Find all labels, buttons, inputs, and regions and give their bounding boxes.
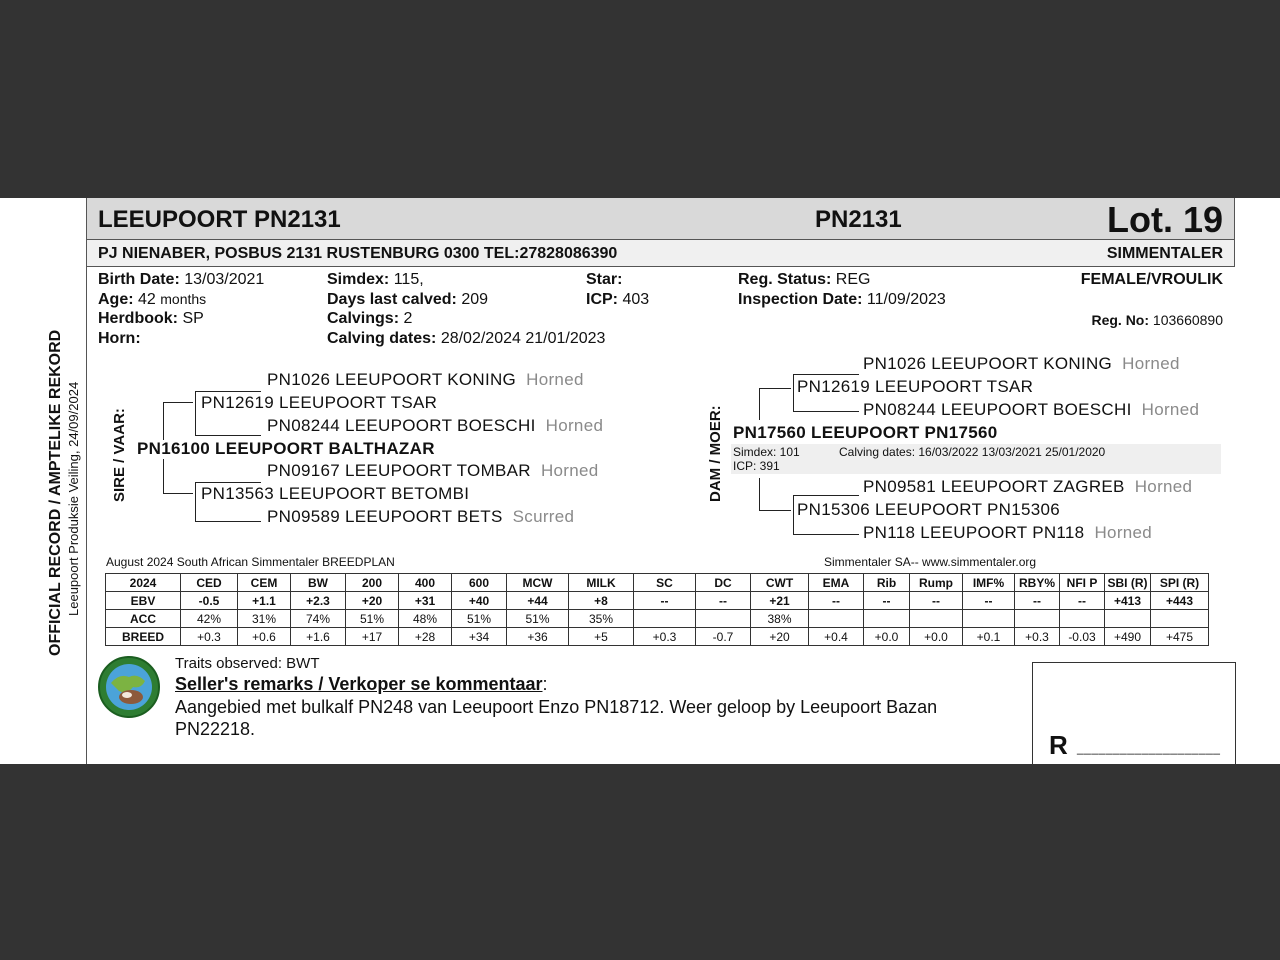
acc-row bbox=[106, 610, 1209, 628]
ebv-value-cell: +44 bbox=[507, 592, 569, 610]
breed-avg-cell: +490 bbox=[1105, 628, 1151, 646]
acc-value-cell bbox=[1105, 610, 1151, 628]
ebv-header-cell: Rib bbox=[864, 574, 910, 592]
acc-value-cell bbox=[1151, 610, 1209, 628]
dam-dam-dam: PN118 LEEUPOORT PN118 Horned bbox=[863, 523, 1153, 542]
ebv-header-cell: EMA bbox=[809, 574, 864, 592]
breed-avg-cell: +0.0 bbox=[910, 628, 963, 646]
acc-value-cell: 51% bbox=[507, 610, 569, 628]
price-currency: R bbox=[1049, 730, 1068, 760]
sire-dam-sire: PN09167 LEEUPOORT TOMBAR Horned bbox=[267, 461, 599, 480]
acc-value-cell: 74% bbox=[291, 610, 346, 628]
breed-avg-cell: -0.03 bbox=[1060, 628, 1105, 646]
acc-value-cell: 38% bbox=[751, 610, 809, 628]
sire-sire-sire: PN1026 LEEUPOORT KONING Horned bbox=[267, 370, 584, 389]
remarks-text-line2: PN22218. bbox=[175, 719, 256, 739]
acc-value-cell: 31% bbox=[238, 610, 291, 628]
sex: FEMALE/VROULIK bbox=[1080, 271, 1223, 288]
catalogue-page bbox=[0, 198, 1280, 764]
breed-avg-cell: +34 bbox=[452, 628, 507, 646]
dam-simdex: Simdex: 101 bbox=[733, 445, 800, 459]
dam-sire-dam: PN08244 LEEUPOORT BOESCHI Horned bbox=[863, 400, 1200, 419]
ebv-header-cell: CED bbox=[181, 574, 238, 592]
breed-avg-row bbox=[106, 628, 1209, 646]
sire-sire-dam: PN08244 LEEUPOORT BOESCHI Horned bbox=[267, 416, 604, 435]
dam-dam-sire: PN09581 LEEUPOORT ZAGREB Horned bbox=[863, 477, 1193, 496]
horn: Horn: bbox=[98, 330, 141, 347]
dam-calving-dates: Calving dates: 16/03/2022 13/03/2021 25/01/2020 bbox=[839, 445, 1106, 459]
ebv-header-cell: SBI (R) bbox=[1105, 574, 1151, 592]
ebv-header-cell: NFI P bbox=[1060, 574, 1105, 592]
official-record-label: OFFICIAL RECORD / AMPTELIKE REKORD bbox=[47, 329, 64, 656]
dam-label: DAM / MOER: bbox=[707, 405, 724, 502]
star: Star: bbox=[586, 271, 623, 288]
acc-row-label: ACC bbox=[106, 610, 181, 628]
ebv-value-cell: +8 bbox=[569, 592, 634, 610]
simmentaler-logo bbox=[97, 655, 161, 719]
dam-dam: PN15306 LEEUPOORT PN15306 bbox=[797, 500, 1060, 519]
breed-avg-cell: +475 bbox=[1151, 628, 1209, 646]
dam-sire: PN12619 LEEUPOORT TSAR bbox=[797, 377, 1034, 396]
ebv-value-cell: -- bbox=[696, 592, 751, 610]
lot-number: Lot. 19 bbox=[1106, 199, 1223, 240]
breed-avg-cell: +36 bbox=[507, 628, 569, 646]
sire-sire: PN12619 LEEUPOORT TSAR bbox=[201, 393, 438, 412]
calving-dates: Calving dates: 28/02/2024 21/01/2023 bbox=[327, 330, 606, 347]
acc-value-cell bbox=[1015, 610, 1060, 628]
remarks-text-line1: Aangebied met bulkalf PN248 van Leeupoort Enzo PN18712. Weer geloop by Leeupoort Bazan bbox=[175, 697, 938, 717]
reg-status: Reg. Status: REG bbox=[738, 271, 871, 288]
breed-avg-cell: +0.0 bbox=[864, 628, 910, 646]
lot-card bbox=[86, 198, 1235, 764]
breed-name: SIMMENTALER bbox=[1106, 245, 1223, 262]
acc-value-cell: 51% bbox=[452, 610, 507, 628]
breed-avg-cell: +0.3 bbox=[1015, 628, 1060, 646]
ebv-header-cell: Rump bbox=[910, 574, 963, 592]
inspection-date: Inspection Date: 11/09/2023 bbox=[738, 291, 946, 308]
ebv-header-cell: SPI (R) bbox=[1151, 574, 1209, 592]
acc-value-cell: 35% bbox=[569, 610, 634, 628]
headers-row-label: 2024 bbox=[106, 574, 181, 592]
acc-value-cell bbox=[864, 610, 910, 628]
sire-label: SIRE / VAAR: bbox=[111, 408, 128, 502]
ebv-value-cell: -- bbox=[910, 592, 963, 610]
ebv-value-cell: +443 bbox=[1151, 592, 1209, 610]
breed-avg-cell: +0.1 bbox=[963, 628, 1015, 646]
breed-avg-cell: +20 bbox=[751, 628, 809, 646]
breed-row-label: BREED bbox=[106, 628, 181, 646]
owner-details: PJ NIENABER, POSBUS 2131 RUSTENBURG 0300 TEL:27828086390 bbox=[98, 245, 618, 262]
dam-sire-sire: PN1026 LEEUPOORT KONING Horned bbox=[863, 354, 1180, 373]
breed-avg-cell: +17 bbox=[346, 628, 399, 646]
acc-value-cell bbox=[963, 610, 1015, 628]
animal-name: LEEUPOORT PN2131 bbox=[98, 206, 341, 233]
breed-avg-cell: +0.4 bbox=[809, 628, 864, 646]
age: Age: 42 months bbox=[98, 291, 207, 308]
ebv-value-cell: +20 bbox=[346, 592, 399, 610]
ebv-header-cell: SC bbox=[634, 574, 696, 592]
ebv-value-cell: +31 bbox=[399, 592, 452, 610]
ebv-header-cell: CEM bbox=[238, 574, 291, 592]
animal-id: PN2131 bbox=[815, 206, 902, 233]
sire-dam-dam: PN09589 LEEUPOORT BETS Scurred bbox=[267, 507, 575, 526]
dam-icp: ICP: 391 bbox=[733, 459, 780, 473]
reg-number: Reg. No: 103660890 bbox=[1091, 312, 1223, 328]
ebv-header-cell: IMF% bbox=[963, 574, 1015, 592]
ebv-value-cell: +2.3 bbox=[291, 592, 346, 610]
ebv-value-cell: -- bbox=[1015, 592, 1060, 610]
acc-value-cell: 51% bbox=[346, 610, 399, 628]
ebv-value-cell: +21 bbox=[751, 592, 809, 610]
ebv-value-cell: +40 bbox=[452, 592, 507, 610]
ebv-value-cell: +413 bbox=[1105, 592, 1151, 610]
ebv-header-cell: BW bbox=[291, 574, 346, 592]
ebv-header-cell: 200 bbox=[346, 574, 399, 592]
breed-avg-cell: +5 bbox=[569, 628, 634, 646]
ebv-header-cell: MCW bbox=[507, 574, 569, 592]
simdex: Simdex: 115, bbox=[327, 271, 424, 288]
ebv-value-cell: -- bbox=[864, 592, 910, 610]
breed-avg-cell: +0.6 bbox=[238, 628, 291, 646]
acc-value-cell bbox=[910, 610, 963, 628]
ebv-value-cell: -- bbox=[809, 592, 864, 610]
calvings: Calvings: 2 bbox=[327, 310, 413, 327]
birth-date: Birth Date: 13/03/2021 bbox=[98, 271, 265, 288]
ebv-value-cell: +1.1 bbox=[238, 592, 291, 610]
ebv-value-cell: -- bbox=[634, 592, 696, 610]
ebv-header-cell: 400 bbox=[399, 574, 452, 592]
breed-avg-cell: +0.3 bbox=[634, 628, 696, 646]
ebv-header-row bbox=[106, 574, 1209, 592]
dam-name: PN17560 LEEUPOORT PN17560 bbox=[733, 423, 998, 442]
days-last-calved: Days last calved: 209 bbox=[327, 291, 489, 308]
breed-avg-cell: +1.6 bbox=[291, 628, 346, 646]
breedplan-note: August 2024 South African Simmentaler BREEDPLAN bbox=[106, 555, 395, 569]
icp: ICP: 403 bbox=[586, 291, 650, 308]
ebv-value-cell: -- bbox=[1060, 592, 1105, 610]
ebv-header-cell: MILK bbox=[569, 574, 634, 592]
ebv-value-cell: -- bbox=[963, 592, 1015, 610]
breedplan-source: Simmentaler SA-- www.simmentaler.org bbox=[824, 555, 1037, 569]
sire-dam: PN13563 LEEUPOORT BETOMBI bbox=[201, 484, 470, 503]
ebv-row bbox=[106, 592, 1209, 610]
breed-avg-cell: +0.3 bbox=[181, 628, 238, 646]
acc-value-cell bbox=[1060, 610, 1105, 628]
sire-name: PN16100 LEEUPOORT BALTHAZAR bbox=[137, 439, 435, 458]
breed-avg-cell: +28 bbox=[399, 628, 452, 646]
acc-value-cell: 42% bbox=[181, 610, 238, 628]
ebv-row-label: EBV bbox=[106, 592, 181, 610]
ebv-header-cell: CWT bbox=[751, 574, 809, 592]
price-line[interactable]: ____________________ bbox=[1077, 741, 1221, 755]
breed-avg-cell: -0.7 bbox=[696, 628, 751, 646]
acc-value-cell bbox=[696, 610, 751, 628]
acc-value-cell bbox=[634, 610, 696, 628]
ebv-value-cell: -0.5 bbox=[181, 592, 238, 610]
ebv-header-cell: DC bbox=[696, 574, 751, 592]
remarks-heading: Seller's remarks / Verkoper se kommentaar: bbox=[175, 674, 548, 694]
ebv-header-cell: 600 bbox=[452, 574, 507, 592]
ebv-header-cell: RBY% bbox=[1015, 574, 1060, 592]
traits-observed: Traits observed: BWT bbox=[175, 655, 320, 672]
acc-value-cell bbox=[809, 610, 864, 628]
acc-value-cell: 48% bbox=[399, 610, 452, 628]
herdbook: Herdbook: SP bbox=[98, 310, 204, 327]
sale-label: Leeupoort Produksie Veiling, 24/09/2024 bbox=[66, 381, 81, 616]
ebv-table bbox=[105, 573, 1209, 646]
